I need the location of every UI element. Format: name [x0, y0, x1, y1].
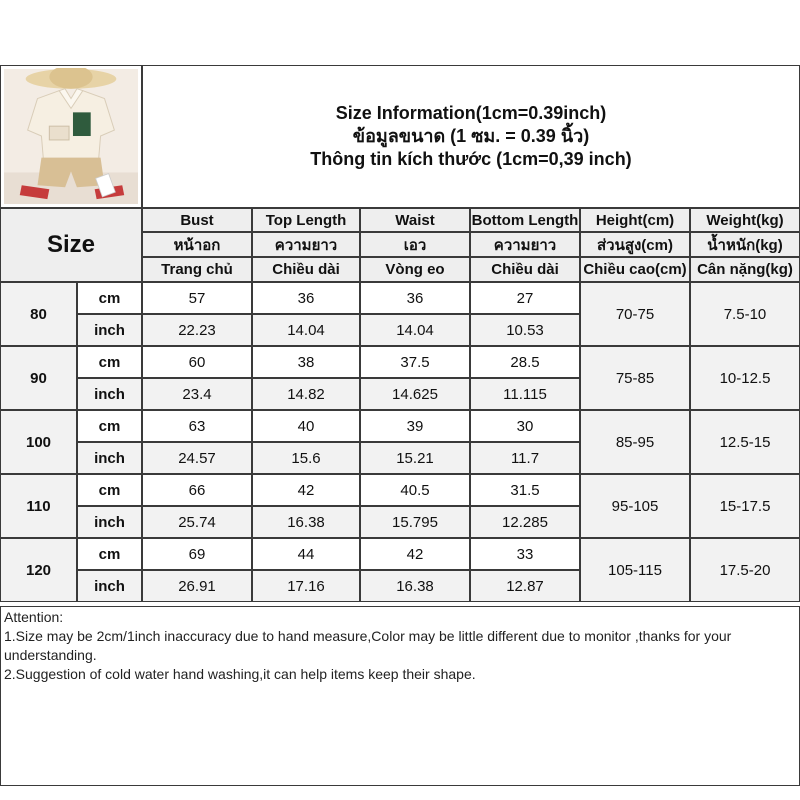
measurement-cell: 24.57 [142, 442, 252, 474]
column-header-th: เอว [360, 232, 470, 257]
measurement-cell: 14.04 [252, 314, 360, 346]
unit-label: cm [77, 474, 142, 506]
measurement-cell: 36 [360, 282, 470, 314]
title-line-3: Thông tin kích thước (1cm=0,39 inch) [310, 149, 632, 169]
unit-label: inch [77, 506, 142, 538]
measurement-cell: 14.625 [360, 378, 470, 410]
unit-label: cm [77, 538, 142, 570]
measurement-cell: 15.795 [360, 506, 470, 538]
measurement-cell: 37.5 [360, 346, 470, 378]
column-header-th: ความยาว [470, 232, 580, 257]
note-2: 2.Suggestion of cold water hand washing,it can help items keep their shape. [4, 666, 476, 682]
measurement-cell: 26.91 [142, 570, 252, 602]
height-range: 95-105 [580, 474, 690, 538]
measurement-cell: 66 [142, 474, 252, 506]
measurement-cell: 39 [360, 410, 470, 442]
measurement-cell: 40.5 [360, 474, 470, 506]
unit-label: inch [77, 442, 142, 474]
measurement-cell: 12.285 [470, 506, 580, 538]
size-chart-sheet [0, 65, 800, 786]
measurement-cell: 60 [142, 346, 252, 378]
product-photo [4, 68, 138, 205]
measurement-cell: 44 [252, 538, 360, 570]
column-header-en: Height(cm) [580, 208, 690, 232]
measurement-cell: 15.21 [360, 442, 470, 474]
measurement-cell: 40 [252, 410, 360, 442]
measurement-cell: 17.16 [252, 570, 360, 602]
measurement-cell: 15.6 [252, 442, 360, 474]
weight-range: 17.5-20 [690, 538, 800, 602]
unit-label: cm [77, 346, 142, 378]
title-line-1: Size Information(1cm=0.39inch) [335, 103, 607, 123]
unit-label: inch [77, 314, 142, 346]
size-label: 100 [0, 410, 77, 474]
column-header-en: Bottom Length [470, 208, 580, 232]
measurement-cell: 31.5 [470, 474, 580, 506]
weight-range: 7.5-10 [690, 282, 800, 346]
measurement-cell: 42 [360, 538, 470, 570]
measurement-cell: 25.74 [142, 506, 252, 538]
measurement-cell: 16.38 [360, 570, 470, 602]
measurement-cell: 12.87 [470, 570, 580, 602]
measurement-cell: 11.7 [470, 442, 580, 474]
column-header-vi: Chiều dài [470, 257, 580, 282]
column-header-vi: Chiều dài [252, 257, 360, 282]
chart-title [142, 65, 800, 208]
column-header-en: Waist [360, 208, 470, 232]
title-line-2: ข้อมูลขนาด (1 ซม. = 0.39 นิ้ว) [352, 126, 590, 146]
height-range: 75-85 [580, 346, 690, 410]
size-header: Size [0, 208, 142, 282]
notes-box [0, 606, 800, 786]
notes-heading: Attention: [4, 609, 64, 625]
measurement-cell: 23.4 [142, 378, 252, 410]
height-range: 70-75 [580, 282, 690, 346]
column-header-th: หน้าอก [142, 232, 252, 257]
column-header-vi: Chiều cao(cm) [580, 257, 690, 282]
height-range: 105-115 [580, 538, 690, 602]
weight-range: 10-12.5 [690, 346, 800, 410]
measurement-cell: 57 [142, 282, 252, 314]
measurement-cell: 22.23 [142, 314, 252, 346]
measurement-cell: 63 [142, 410, 252, 442]
column-header-en: Bust [142, 208, 252, 232]
product-photo-cell [0, 65, 142, 208]
unit-label: cm [77, 282, 142, 314]
measurement-cell: 42 [252, 474, 360, 506]
unit-label: inch [77, 570, 142, 602]
column-header-th: ส่วนสูง(cm) [580, 232, 690, 257]
measurement-cell: 27 [470, 282, 580, 314]
measurement-cell: 36 [252, 282, 360, 314]
unit-label: inch [77, 378, 142, 410]
measurement-cell: 33 [470, 538, 580, 570]
measurement-cell: 14.82 [252, 378, 360, 410]
size-label: 80 [0, 282, 77, 346]
height-range: 85-95 [580, 410, 690, 474]
size-table [0, 65, 800, 606]
weight-range: 12.5-15 [690, 410, 800, 474]
measurement-cell: 28.5 [470, 346, 580, 378]
weight-range: 15-17.5 [690, 474, 800, 538]
unit-label: cm [77, 410, 142, 442]
measurement-cell: 11.115 [470, 378, 580, 410]
measurement-cell: 14.04 [360, 314, 470, 346]
size-label: 90 [0, 346, 77, 410]
size-label: 110 [0, 474, 77, 538]
column-header-vi: Vòng eo [360, 257, 470, 282]
note-1: 1.Size may be 2cm/1inch inaccuracy due to hand measure,Color may be little different due to monitor ,thanks for your understanding. [4, 628, 736, 663]
measurement-cell: 69 [142, 538, 252, 570]
column-header-vi: Cân nặng(kg) [690, 257, 800, 282]
measurement-cell: 10.53 [470, 314, 580, 346]
measurement-cell: 30 [470, 410, 580, 442]
column-header-th: น้ำหนัก(kg) [690, 232, 800, 257]
column-header-en: Top Length [252, 208, 360, 232]
column-header-vi: Trang chủ [142, 257, 252, 282]
column-header-en: Weight(kg) [690, 208, 800, 232]
column-header-th: ความยาว [252, 232, 360, 257]
measurement-cell: 38 [252, 346, 360, 378]
size-label: 120 [0, 538, 77, 602]
measurement-cell: 16.38 [252, 506, 360, 538]
